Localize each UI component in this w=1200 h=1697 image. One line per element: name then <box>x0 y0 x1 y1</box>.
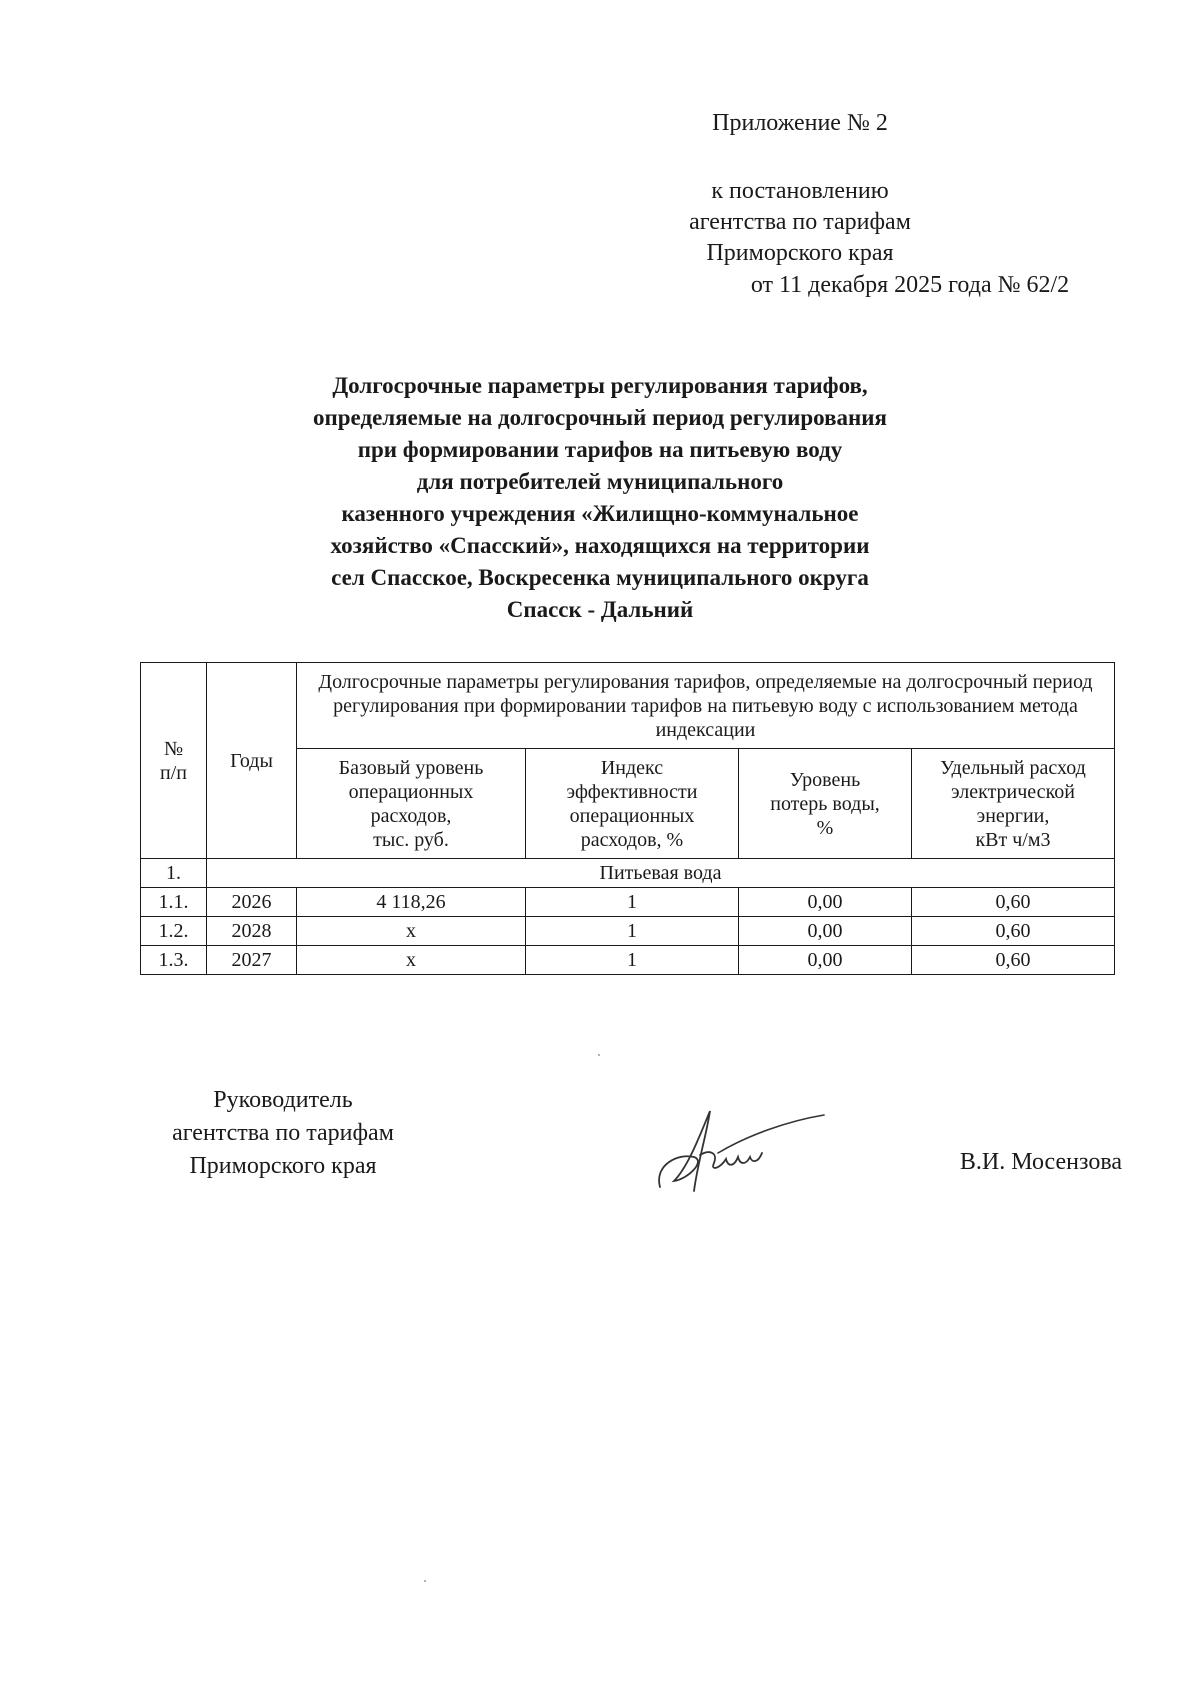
row-year: 2026 <box>207 888 297 917</box>
table-header-row <box>141 663 1115 749</box>
appendix-line: агентства по тарифам <box>689 209 911 235</box>
header-years: Годы <box>207 663 297 859</box>
appendix-date: от 11 декабря 2025 года № 62/2 <box>750 272 1070 298</box>
appendix-line: к постановлению <box>711 178 889 204</box>
row-water-loss: 0,00 <box>739 917 912 946</box>
table-row <box>141 946 1115 975</box>
section-number: 1. <box>141 859 207 888</box>
row-efficiency-index: 1 <box>526 888 739 917</box>
title-line: казенного учреждения «Жилищно-коммунальное <box>341 501 859 526</box>
appendix-title <box>640 108 960 139</box>
row-efficiency-index: 1 <box>526 917 739 946</box>
row-number: 1.2. <box>141 917 207 946</box>
section-label: Питьевая вода <box>207 859 1115 888</box>
position-line: Приморского края <box>189 1153 377 1179</box>
handwritten-signature <box>648 1095 828 1205</box>
header-base-expenses: Базовый уровень операционных расходов, тыс. руб. <box>297 749 526 859</box>
header-group: Долгосрочные параметры регулирования тарифов, определяемые на долгосрочный период регулирования при формировании тарифов на питьевую воду с использованием метода индексации <box>297 663 1115 749</box>
row-year: 2028 <box>207 917 297 946</box>
row-water-loss: 0,00 <box>739 946 912 975</box>
row-number: 1.3. <box>141 946 207 975</box>
header-efficiency-index: Индекс эффективности операционных расходов, % <box>526 749 739 859</box>
document-title <box>170 370 1030 626</box>
row-base-expenses: х <box>297 917 526 946</box>
table-row <box>141 888 1115 917</box>
title-line: для потребителей муниципального <box>416 469 784 494</box>
scan-speck <box>424 1580 426 1582</box>
row-efficiency-index: 1 <box>526 946 739 975</box>
table-row <box>141 917 1115 946</box>
row-water-loss: 0,00 <box>739 888 912 917</box>
row-energy-consumption: 0,60 <box>912 888 1115 917</box>
title-line: при формировании тарифов на питьевую воду <box>357 437 843 462</box>
row-base-expenses: х <box>297 946 526 975</box>
signatory-name: В.И. Мосензова <box>959 1149 1122 1175</box>
row-energy-consumption: 0,60 <box>912 946 1115 975</box>
title-line: хозяйство «Спасский», находящихся на территории <box>330 533 870 558</box>
row-energy-consumption: 0,60 <box>912 917 1115 946</box>
title-line: сел Спасское, Воскресенка муниципального округа <box>331 565 869 590</box>
appendix-title-text: Приложение № 2 <box>712 110 888 136</box>
position-line: Руководитель <box>213 1087 353 1113</box>
row-year: 2027 <box>207 946 297 975</box>
header-energy-consumption: Удельный расход электрической энергии, кВт ч/м3 <box>912 749 1115 859</box>
table-section-row <box>141 859 1115 888</box>
scan-speck <box>598 1054 600 1056</box>
title-line: Долгосрочные параметры регулирования тарифов, <box>332 373 868 398</box>
parameters-table <box>140 662 1115 975</box>
title-line: определяемые на долгосрочный период регулирования <box>313 405 887 430</box>
title-line: Спасск - Дальний <box>506 597 694 622</box>
header-water-loss: Уровень потерь воды, % <box>739 749 912 859</box>
position-line: агентства по тарифам <box>172 1120 394 1146</box>
row-base-expenses: 4 118,26 <box>297 888 526 917</box>
appendix-line: Приморского края <box>706 240 894 266</box>
appendix-reference <box>640 176 960 269</box>
row-number: 1.1. <box>141 888 207 917</box>
header-number: № п/п <box>141 663 207 859</box>
signatory-position <box>138 1084 428 1183</box>
